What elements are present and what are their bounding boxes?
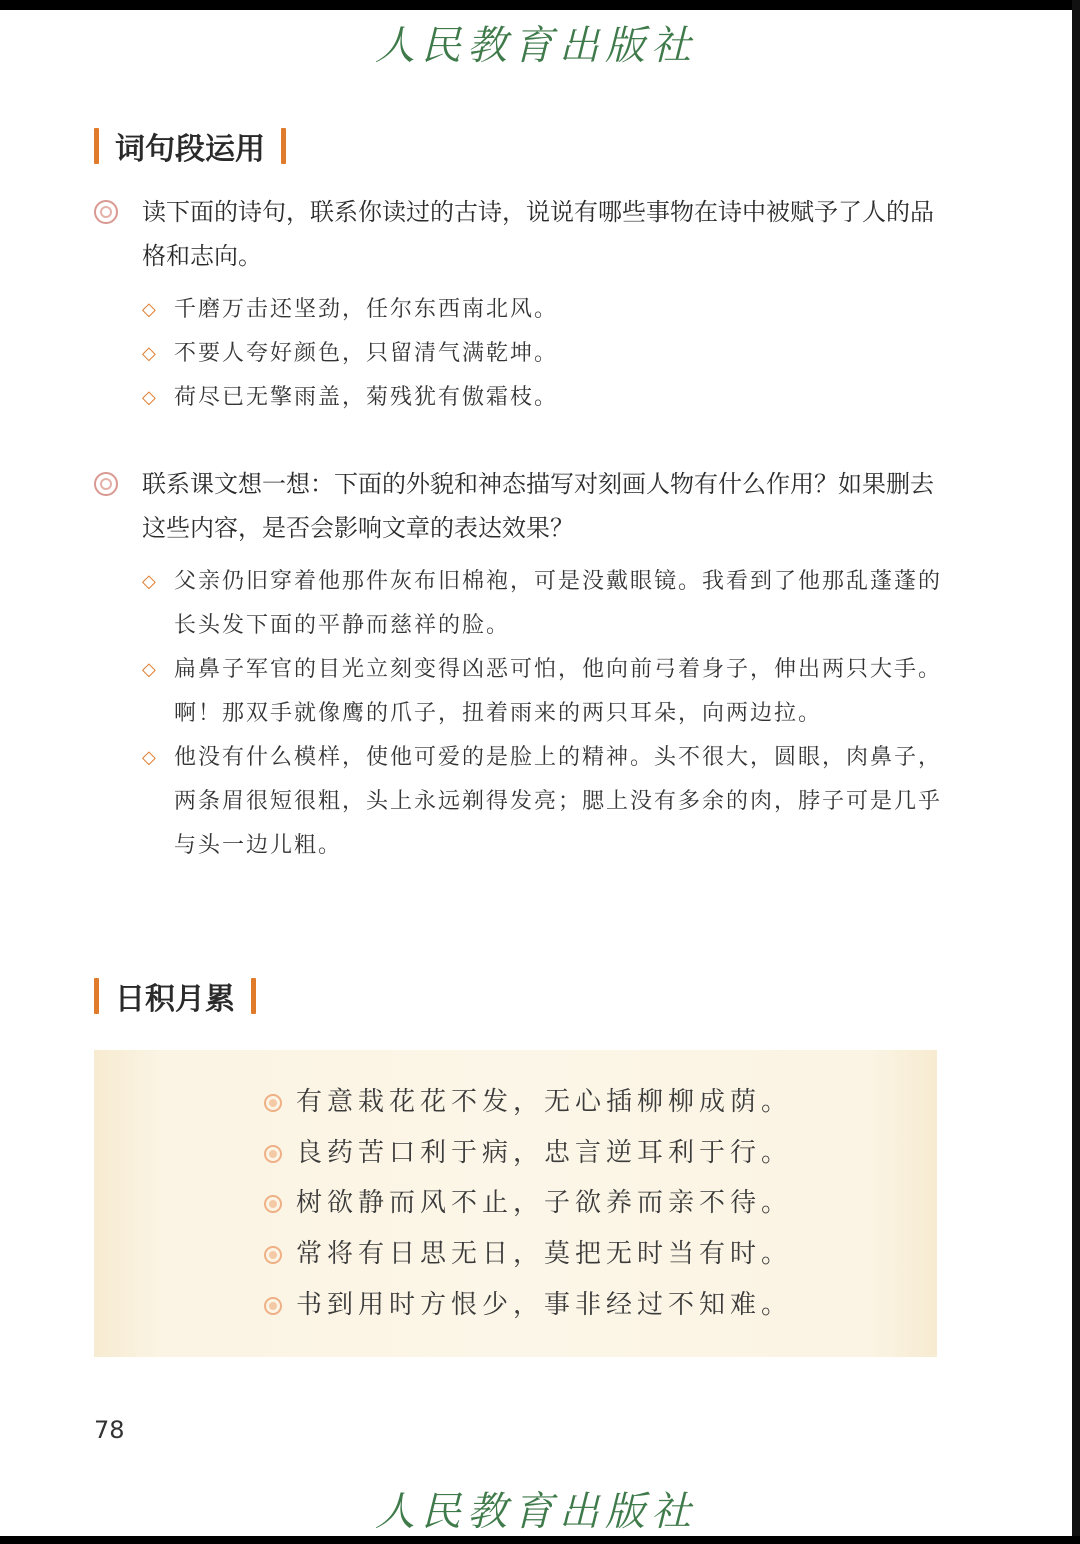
section-title-text: 词句段运用 [115, 132, 265, 167]
list-item: ◇ 他没有什么模样，使他可爱的是脸上的精神。头不很大，圆眼，肉鼻子，两条眉很短很粗，头上永远剃得发亮；腮上没有多余的肉，脖子可是几乎与头一边儿粗。 [142, 736, 942, 868]
list-item: ◇ 扁鼻子军官的目光立刻变得凶恶可怕，他向前弓着身子，伸出两只大手。啊！那双手就像鹰的爪子，扭着雨来的两只耳朵，向两边拉。 [142, 648, 942, 736]
question-2-icon [94, 472, 118, 496]
diamond-icon: ◇ [142, 343, 158, 364]
quote-line: 良药苦口利于病，忠言逆耳利于行。 [264, 1133, 792, 1173]
bullet-icon [264, 1145, 282, 1163]
question-1-text: 读下面的诗句，联系你读过的古诗，说说有哪些事物在诗中被赋予了人的品格和志向。 [142, 198, 934, 270]
diamond-icon: ◇ [142, 299, 158, 320]
diamond-icon: ◇ [142, 747, 158, 768]
publisher-header: 人民教育出版社 [375, 23, 697, 69]
section-title-usage [94, 126, 286, 166]
diamond-icon: ◇ [142, 571, 158, 592]
list-item: ◇ 荷尽已无擎雨盖，菊残犹有傲霜枝。 [142, 376, 942, 420]
publisher-footer: 人民教育出版社 [375, 1489, 697, 1535]
quote-line: 树欲静而风不止，子欲养而亲不待。 [264, 1183, 792, 1223]
diamond-icon: ◇ [142, 387, 158, 408]
title-bar-right [281, 128, 286, 164]
question-2-text: 联系课文想一想：下面的外貌和神态描写对刻画人物有什么作用？如果删去这些内容，是否会影响文章的表达效果？ [142, 470, 934, 542]
section-title-text: 日积月累 [115, 982, 235, 1017]
question-1-icon [94, 200, 118, 224]
bullet-icon [264, 1195, 282, 1213]
list-item: ◇ 千磨万击还坚劲，任尔东西南北风。 [142, 288, 942, 332]
top-border [0, 0, 1080, 10]
bullet-icon [264, 1246, 282, 1264]
bullet-icon [264, 1297, 282, 1315]
section-title-accumulation [94, 976, 256, 1016]
title-bar-right [251, 978, 256, 1014]
quote-line: 有意栽花花不发，无心插柳柳成荫。 [264, 1082, 792, 1122]
quote-line: 书到用时方恨少，事非经过不知难。 [264, 1285, 792, 1325]
list-item: ◇ 不要人夸好颜色，只留清气满乾坤。 [142, 332, 942, 376]
list-item: ◇ 父亲仍旧穿着他那件灰布旧棉袍，可是没戴眼镜。我看到了他那乱蓬蓬的长头发下面的平静而慈祥的脸。 [142, 560, 942, 648]
right-border [1072, 0, 1080, 1544]
diamond-icon: ◇ [142, 659, 158, 680]
bullet-icon [264, 1094, 282, 1112]
page-number: 78 [94, 1416, 125, 1444]
title-bar-left [94, 978, 99, 1014]
title-bar-left [94, 128, 99, 164]
quote-line: 常将有日思无日，莫把无时当有时。 [264, 1234, 792, 1274]
bottom-border [0, 1536, 1080, 1544]
